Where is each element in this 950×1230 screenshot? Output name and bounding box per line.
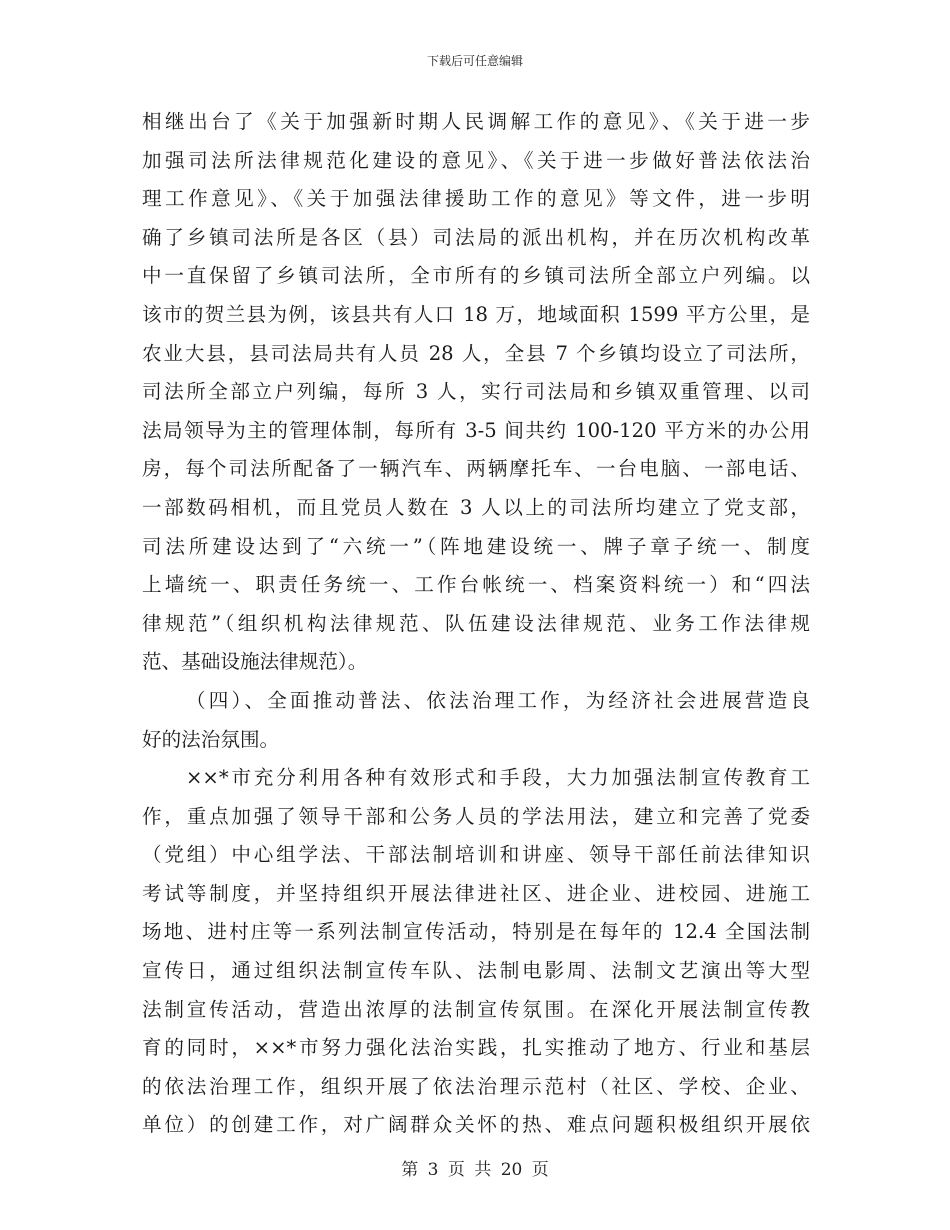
text-line: 房，每个司法所配备了一辆汽车、两辆摩托车、一台电脑、一部电话、 [142,457,810,481]
text-line: 司法所全部立户列编，每所 3 人，实行司法局和乡镇双重管理、以司 [142,380,810,404]
text-line: 作，重点加强了领导干部和公务人员的学法用法，建立和完善了党委 [142,804,810,828]
text-line: （党组）中心组学法、干部法制培训和讲座、领导干部任前法律知识 [142,843,810,867]
text-line: 中一直保留了乡镇司法所，全市所有的乡镇司法所全部立户列编。以 [142,264,810,288]
text-line: 律规范”（组织机构法律规范、队伍建设法律规范、业务工作法律规 [142,611,810,635]
text-line: 法局领导为主的管理体制，每所有 3-5 间共约 100-120 平方米的办公用 [142,418,810,442]
text-line: 考试等制度，并坚持组织开展法律进社区、进企业、进校园、进施工 [142,881,810,905]
text-line: 范、基础设施法律规范）。 [142,650,368,674]
text-line: 一部数码相机，而且党员人数在 3 人以上的司法所均建立了党支部， [142,495,810,519]
text-line: 农业大县，县司法局共有人员 28 人，全县 7 个乡镇均设立了司法所， [142,341,810,365]
text-line: 宣传日，通过组织法制宣传车队、法制电影周、法制文艺演出等大型 [142,959,810,983]
page-number-footer: 第 3 页 共 20 页 [401,1160,549,1180]
document-body [142,103,810,1145]
text-line: ××*市充分利用各种有效形式和手段，大力加强法制宣传教育工 [186,766,810,790]
text-line: 相继出台了《关于加强新时期人民调解工作的意见》、《关于进一步 [142,110,810,133]
text-line: 法制宣传活动，营造出浓厚的法制宣传氛围。在深化开展法制宣传教 [142,997,810,1021]
section-heading-line: 好的法治氛围。 [142,727,280,751]
page-header: 下载后可任意编辑 [426,54,523,68]
text-line: 的依法治理工作，组织开展了依法治理示范村（社区、学校、企业、 [142,1074,810,1098]
text-line: 育的同时，××*市努力强化法治实践，扎实推动了地方、行业和基层 [142,1036,810,1060]
section-heading-line: （四）、全面推动普法、依法治理工作，为经济社会进展营造良 [186,688,810,712]
text-line: 该市的贺兰县为例，该县共有人口 18 万，地域面积 1599 平方公里，是 [142,302,810,326]
text-line: 上墙统一、职责任务统一、工作台帐统一、档案资料统一）和“四法 [142,573,810,597]
text-line: 加强司法所法律规范化建设的意见》、《关于进一步做好普法依法治 [142,148,810,172]
text-line: 理工作意见》、《关于加强法律援助工作的意见》等文件，进一步明 [142,187,810,211]
text-line: 场地、进村庄等一系列法制宣传活动，特别是在每年的 12.4 全国法制 [142,920,810,944]
text-line: 单位）的创建工作，对广阔群众关怀的热、难点问题积极组织开展依 [142,1113,810,1137]
text-line: 司法所建设达到了“六统一”（阵地建设统一、牌子章子统一、制度 [142,534,810,558]
text-line: 确了乡镇司法所是各区（县）司法局的派出机构，并在历次机构改革 [142,225,810,249]
